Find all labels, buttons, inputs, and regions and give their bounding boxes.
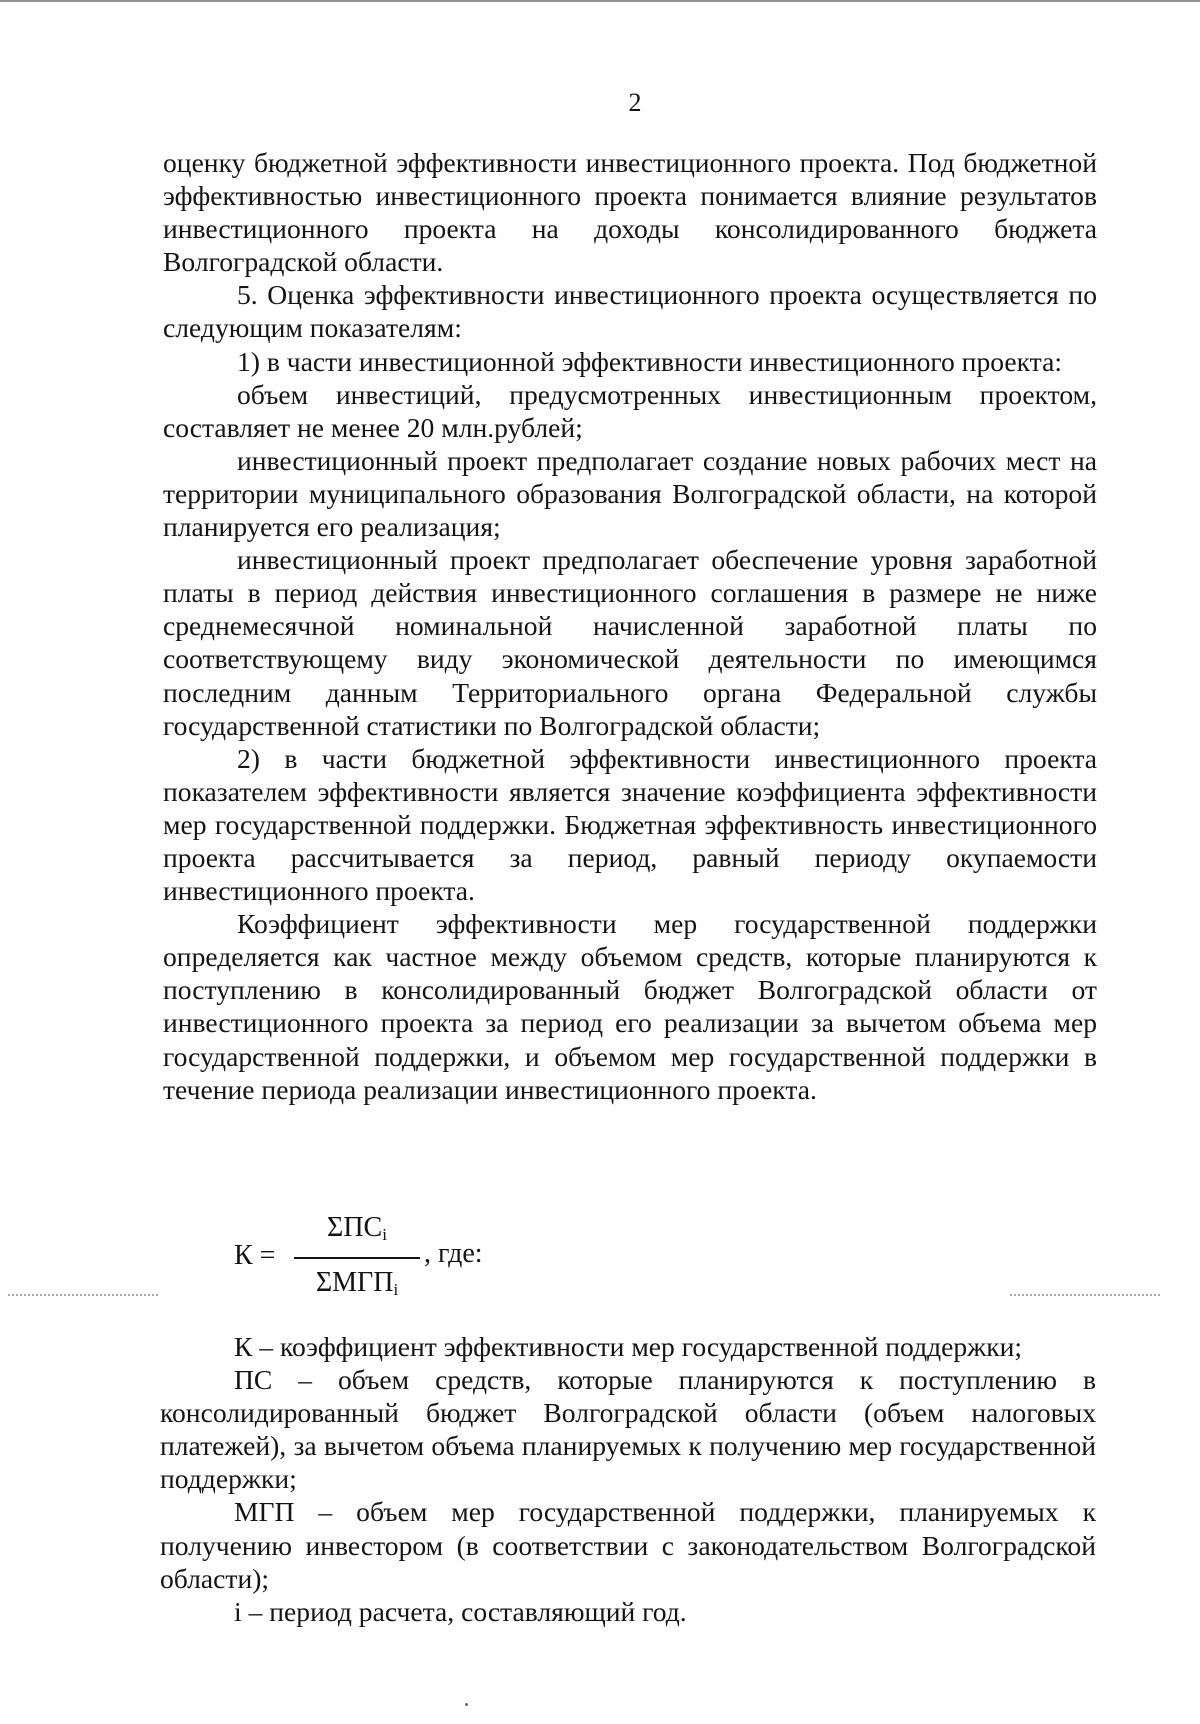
scan-speck (465, 1703, 468, 1706)
definition-k: К – коэффициент эффективности мер государственной поддержки; (234, 1331, 1023, 1362)
formula-where: , где: (424, 1238, 483, 1269)
coefficient-formula (234, 1210, 634, 1320)
definition-mgp: МГП – объем мер государственной поддержки, планируемых к получению инвестором (в соответствии с законодательством Волгоградской области); (160, 1496, 1096, 1594)
definition-i: i – период расчета, составляющий год. (234, 1595, 687, 1627)
paragraph-subpoint-1: 1) в части инвестиционной эффективности инвестиционного проекта: (237, 345, 1062, 377)
paragraph-new-jobs: инвестиционный проект предполагает создание новых рабочих мест на территории муниципального образования Волгоградской области, на которой планируется его реализация; (163, 444, 1097, 543)
page-number: 2 (628, 88, 642, 117)
scan-artifact-left (8, 1294, 158, 1298)
definition-ps: ПС – объем средств, которые планируются к поступлению в консолидированный бюджет Волгоградской области (объем налоговых платежей), за вычетом объема планируемых к получению мер государственной поддержки; (160, 1364, 1096, 1495)
paragraph-subpoint-2: 2) в части бюджетной эффективности инвестиционного проекта показателем эффективности является значение коэффициента эффективности мер государственной поддержки. Бюджетная эффективность инвестиционного проекта рассчитывается за период, равный периоду окупаемости инвестиционного проекта. (163, 742, 1097, 907)
paragraph-budget-efficiency: оценку бюджетной эффективности инвестиционного проекта. Под бюджетной эффективностью инвестиционного проекта понимается влияние результатов инвестиционного проекта на доходы консолидированного бюджета Волгоградской области. (163, 147, 1097, 278)
paragraph-wage-level: инвестиционный проект предполагает обеспечение уровня заработной платы в период действия инвестиционного соглашения в размере не ниже среднемесячной номинальной начисленной заработной платы по соответствующему виду экономической деятельности по имеющимся последним данным Территориального органа Федеральной службы государственной статистики по Волгоградской области; (163, 544, 1097, 741)
document-body (163, 146, 1097, 1106)
scan-top-edge (0, 0, 1200, 2)
paragraph-coefficient-definition: Коэффициент эффективности мер государственной поддержки определяется как частное между объемом средств, которые планируются к поступлению в консолидированный бюджет Волгоградской области от инвестиционного проекта за период его реализации за вычетом объема мер государственной поддержки, и объемом мер государственной поддержки в течение периода реализации инвестиционного проекта. (163, 908, 1097, 1105)
paragraph-investment-volume: объем инвестиций, предусмотренных инвестиционным проектом, составляет не менее 20 млн.рублей; (163, 378, 1097, 443)
formula-denominator: $\Sigma МГП_i$ (315, 1266, 399, 1299)
scan-artifact-right (1010, 1294, 1160, 1298)
formula-numerator: $\Sigma ПС_i$ (327, 1212, 387, 1244)
definitions-list (160, 1330, 1096, 1628)
paragraph-point-5: 5. Оценка эффективности инвестиционного проекта осуществляется по следующим показателям: (163, 279, 1097, 344)
formula-lhs: К = (234, 1240, 276, 1271)
formula-fraction (292, 1210, 422, 1310)
